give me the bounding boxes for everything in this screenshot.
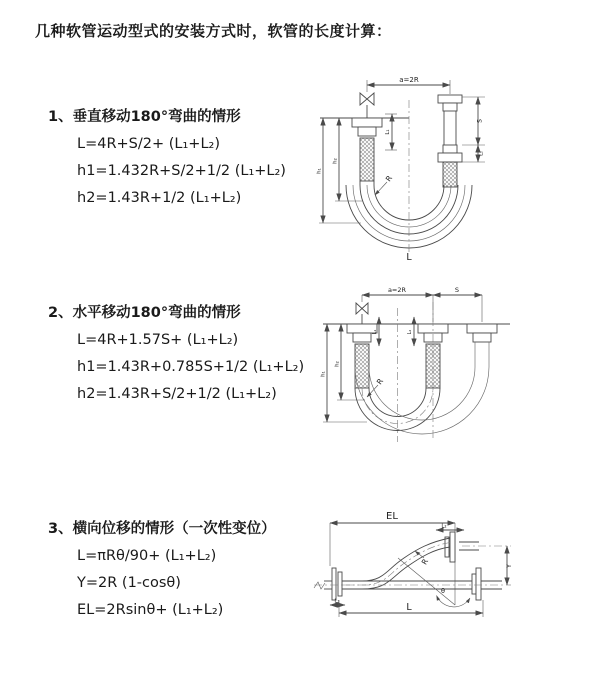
d3-label-l1: L₁ [334, 598, 340, 605]
section-vertical-movement [48, 104, 286, 212]
d1-label-l2: L₂ [478, 151, 485, 156]
section-2-heading: 2、水平移动180°弯曲的情形 [48, 305, 241, 321]
d2-label-h1: h₁ [320, 371, 327, 377]
d3-break-mark [314, 582, 325, 589]
d3-label-r: R [419, 557, 431, 567]
section-3-heading: 3、横向位移的情形（一次性变位） [48, 521, 276, 537]
d2-label-r: R [374, 376, 386, 387]
formula-h2: h2=1.43R+S/2+1/2 (L₁+L₂) [77, 386, 277, 402]
page-title: 几种软管运动型式的安装方式时，软管的长度计算： [35, 22, 392, 40]
d1-dimension-l1 [385, 114, 397, 150]
d3-radius-callout [415, 551, 430, 566]
d2-label-s: S [454, 286, 460, 294]
d3-right-flange [472, 568, 502, 600]
d1-dimension-s [462, 97, 485, 145]
d3-upper-flange [445, 532, 511, 562]
d1-left-pipe [352, 118, 382, 185]
d3-dimension-y [505, 546, 513, 585]
diagram-horizontal-180-bend [315, 282, 590, 450]
d2-right-pipe [467, 324, 497, 342]
section-lateral-displacement [48, 516, 276, 624]
d2-label-l1: L₁ [372, 329, 378, 335]
d2-label-a2r: a=2R [387, 286, 407, 294]
d1-label-s: S [476, 119, 484, 123]
d2-dimension-l2 [407, 317, 414, 346]
formula-EL: EL=2Rsinθ+ (L₁+L₂) [77, 602, 224, 618]
formula-h1: h1=1.432R+S/2+1/2 (L₁+L₂) [77, 163, 286, 179]
diagram-vertical-180-bend [315, 66, 585, 264]
d1-dimension-a2r [367, 76, 450, 94]
section-horizontal-movement [48, 300, 304, 408]
d1-label-l1: L₁ [385, 129, 391, 135]
d2-dimension-l1 [372, 317, 379, 346]
d1-dimension-l2 [462, 145, 485, 162]
diagram-lateral-displacement [312, 496, 597, 638]
d3-label-theta: θ [441, 587, 445, 595]
section-1-heading: 1、垂直移动180°弯曲的情形 [48, 109, 241, 125]
d3-label-l: L [406, 602, 412, 613]
d2-label-l2: L₂ [407, 329, 413, 335]
d2-dimension-s [362, 286, 482, 322]
d3-label-el: EL [386, 511, 398, 522]
valve-icon [356, 303, 368, 324]
d1-label-h1: h₁ [316, 168, 323, 174]
d3-dimension-el [330, 511, 455, 605]
d3-dimension-l [339, 600, 483, 617]
formula-h2: h2=1.43R+1/2 (L₁+L₂) [77, 190, 242, 206]
valve-icon [360, 93, 374, 118]
formula-L: L=4R+S/2+ (L₁+L₂) [77, 136, 220, 152]
d2-dimension-a2r [362, 286, 433, 295]
d1-right-pipe [438, 95, 462, 187]
d1-label-l: L [406, 252, 412, 263]
d1-label-a2r: a=2R [399, 76, 419, 84]
d3-dimension-l2 [436, 524, 464, 531]
d3-label-y: Y [505, 564, 513, 568]
d1-label-r: R [383, 173, 395, 184]
formula-L: L=πRθ/90+ (L₁+L₂) [77, 548, 217, 564]
formula-L: L=4R+1.57S+ (L₁+L₂) [77, 332, 239, 348]
d3-left-flange [324, 568, 342, 600]
formula-Y: Y=2R (1-cosθ) [77, 575, 181, 591]
d1-radius-callout [375, 174, 394, 195]
d1-label-h2: h₂ [332, 158, 339, 164]
formula-h1: h1=1.43R+0.785S+1/2 (L₁+L₂) [77, 359, 305, 375]
d2-label-h2: h₂ [334, 361, 341, 367]
d3-label-l2: L₂ [441, 523, 447, 530]
